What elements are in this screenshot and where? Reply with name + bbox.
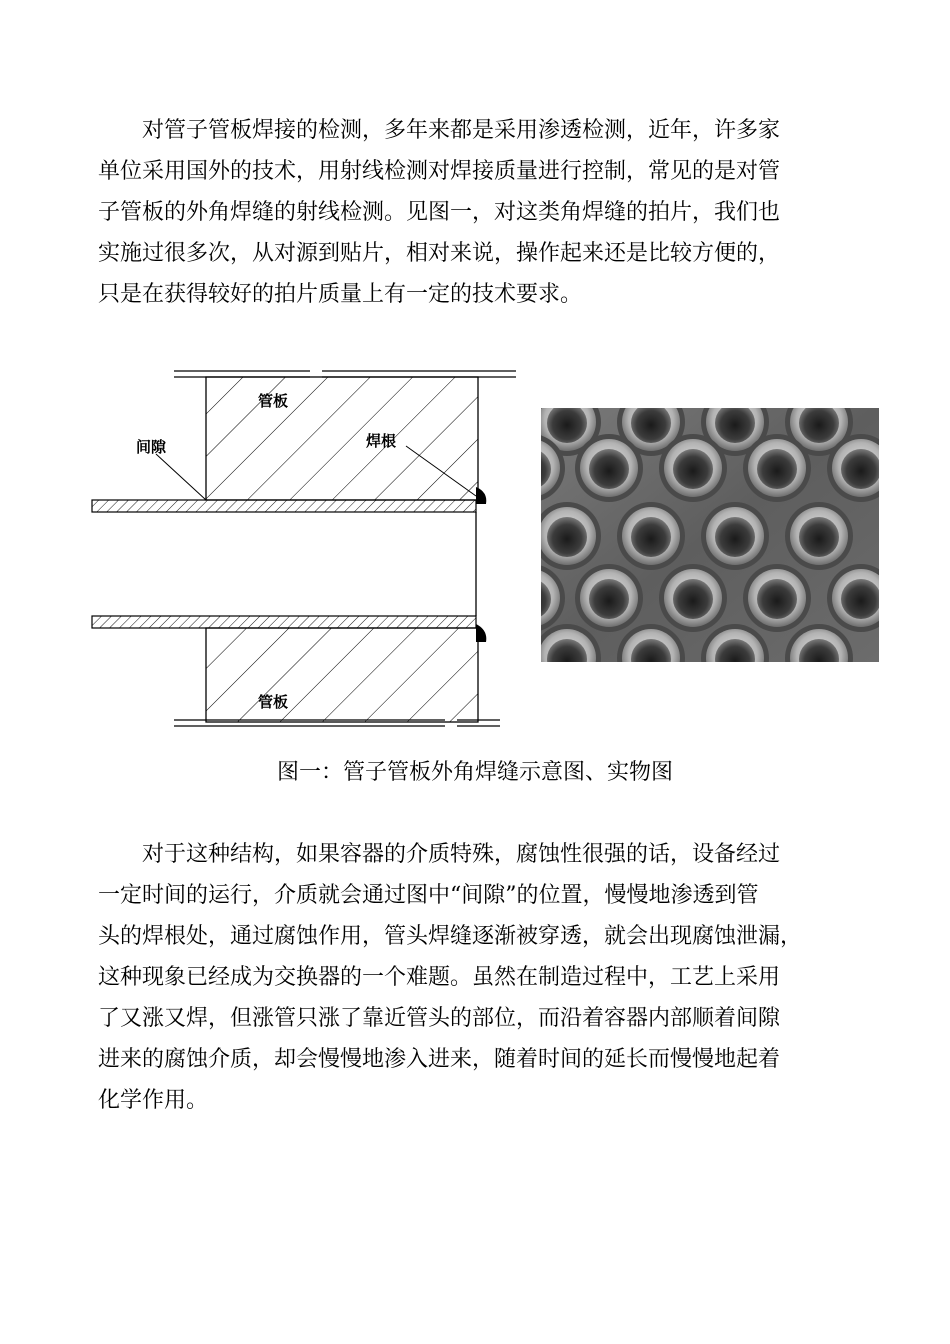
gap-label: 间隙: [136, 438, 167, 456]
tube-bore: [757, 579, 797, 619]
bottom-tube-plate: [206, 628, 478, 722]
paragraph-1: [98, 110, 858, 315]
top-shell-lines: [174, 371, 516, 377]
lower-tube-wall: [92, 616, 476, 628]
top-weld-bead: [476, 487, 486, 504]
tube-bore: [673, 579, 713, 619]
paragraph-2: [98, 834, 858, 1121]
paragraph-line: 化学作用。: [98, 1088, 209, 1113]
tube-bore: [757, 449, 797, 489]
bottom-weld-bead: [476, 624, 486, 642]
tube-bore: [589, 579, 629, 619]
paragraph-line: 对于这种结构，如果容器的介质特殊，腐蚀性很强的话，设备经过: [142, 842, 781, 867]
tube-sheet-photo: [541, 408, 879, 662]
weld-root-label: 焊根: [366, 432, 397, 450]
paragraph-line: 实施过很多次，从对源到贴片，相对来说，操作起来还是比较方便的，: [98, 241, 781, 266]
paragraph-line: 只是在获得较好的拍片质量上有一定的技术要求。: [98, 282, 583, 307]
tube-bore: [673, 449, 713, 489]
tube-bore: [547, 517, 587, 557]
paragraph-line: 了又涨又焊，但涨管只涨了靠近管头的部位，而沿着容器内部顺着间隙: [98, 1006, 781, 1031]
tube-bore: [715, 517, 755, 557]
paragraph-line: 进来的腐蚀介质，却会慢慢地渗入进来，随着时间的延长而慢慢地起着: [98, 1047, 781, 1072]
paragraph-line: 单位采用国外的技术，用射线检测对焊接质量进行控制，常见的是对管: [98, 159, 781, 184]
tube-bore: [799, 517, 839, 557]
paragraph-line: 头的焊根处，通过腐蚀作用，管头焊缝逐渐被穿透，就会出现腐蚀泄漏，: [98, 924, 803, 949]
tube-sheet-weld-diagram: [88, 362, 528, 738]
paragraph-line: 这种现象已经成为交换器的一个难题。虽然在制造过程中，工艺上采用: [98, 965, 781, 990]
paragraph-line: 一定时间的运行，介质就会通过图中“间隙”的位置，慢慢地渗透到管: [98, 883, 759, 908]
upper-tube-wall: [92, 500, 476, 512]
figure-caption: 图一：管子管板外角焊缝示意图、实物图: [276, 760, 673, 785]
tube-bore: [631, 517, 671, 557]
gap-leader-line: [156, 454, 206, 500]
paragraph-line: 对管子管板焊接的检测，多年来都是采用渗透检测，近年，许多家: [142, 118, 781, 143]
bottom-plate-label: 管板: [258, 693, 289, 711]
top-tube-plate: [206, 377, 478, 500]
top-plate-label: 管板: [258, 392, 289, 410]
tube-bore: [589, 449, 629, 489]
paragraph-line: 子管板的外角焊缝的射线检测。见图一，对这类角焊缝的拍片，我们也: [98, 200, 781, 225]
